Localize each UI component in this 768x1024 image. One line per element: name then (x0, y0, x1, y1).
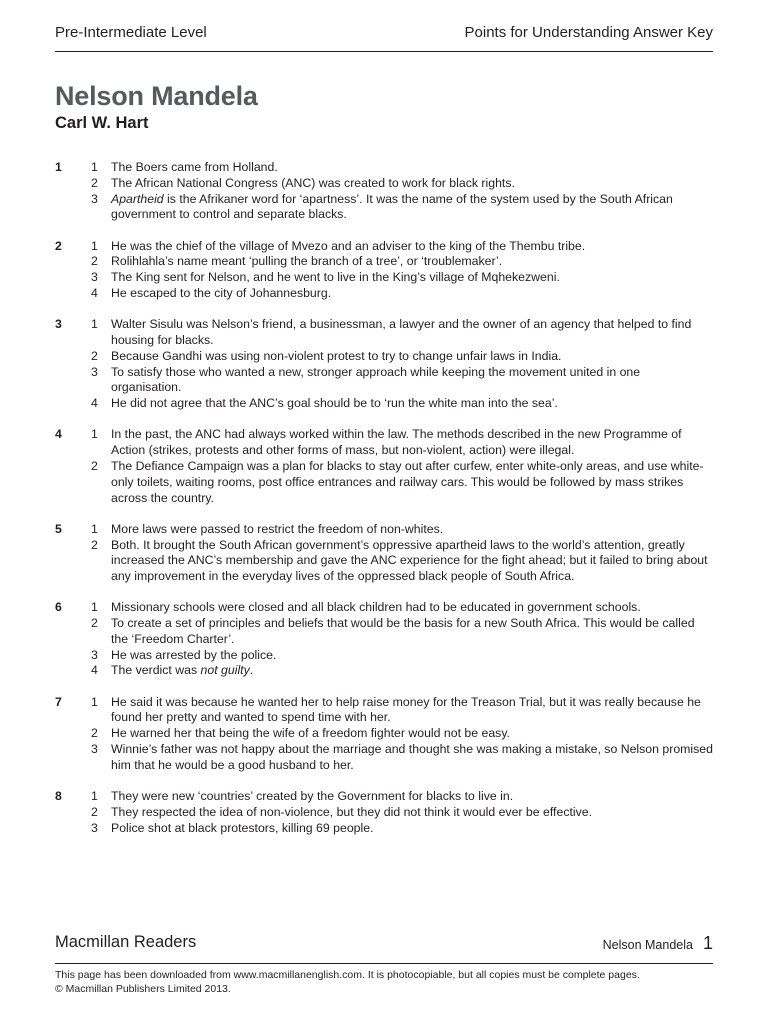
book-author: Carl W. Hart (55, 114, 149, 132)
answer-item (55, 349, 713, 365)
answer-text: He escaped to the city of Johannesburg. (111, 285, 332, 300)
answer-text: The Boers came from Holland. (111, 160, 278, 174)
question-number: 1 (91, 789, 98, 804)
footer-book-info (603, 933, 713, 954)
answer-item (55, 789, 713, 805)
question-number: 4 (91, 396, 98, 411)
answer-item (55, 270, 713, 286)
answer-text: Missionary schools were closed and all black children had to be educated in government schools. (111, 600, 641, 615)
page-header (55, 24, 713, 46)
answer-text: He said it was because he wanted her to help raise money for the Treason Trial, but it was really because he found her pretty and wanted to spend time with her. (111, 694, 701, 725)
question-number: 3 (91, 270, 98, 285)
question-number: 2 (91, 537, 98, 552)
question-number: 1 (91, 694, 98, 709)
answer-text: Both. It brought the South African government’s oppressive apartheid laws to the world’s attention, greatly increased the ANC’s membership and gave the ANC experience for the fight ahead; but it failed to bring about any improvement in the everyday lives of the oppressed black people of South Africa. (111, 537, 708, 584)
answer-text: The Defiance Campaign was a plan for blacks to stay out after curfew, enter white-only areas, and use white-only toilets, waiting rooms, post office entrances and railway cars. This would be followed by mass strikes across the country. (111, 458, 704, 505)
answer-text: Winnie’s father was not happy about the marriage and thought she was making a mistake, so Nelson promised him that he would be a good husband to her. (111, 742, 713, 772)
answer-item (55, 427, 713, 459)
answer-item (55, 538, 713, 585)
chapter-1 (55, 160, 713, 223)
answer-item (55, 459, 713, 506)
chapter-7 (55, 695, 713, 774)
chapter-3 (55, 317, 713, 412)
book-title: Nelson Mandela (55, 81, 258, 111)
answer-emphasis: Apartheid (111, 191, 164, 206)
answer-text: He was the chief of the village of Mvezo and an adviser to the king of the Thembu tribe. (111, 238, 586, 253)
answer-text: The King sent for Nelson, and he went to live in the King’s village of Mqhekezweni. (111, 270, 560, 285)
question-number: 1 (91, 160, 98, 174)
chapter-number: 5 (55, 521, 62, 536)
answer-text: To create a set of principles and beliefs that would be the basis for a new South Africa. This would be called the ‘Freedom Charter’. (111, 616, 695, 646)
question-number: 2 (91, 726, 98, 741)
chapter-number: 7 (55, 694, 62, 709)
answer-text: He was arrested by the police. (111, 647, 277, 662)
answer-text-tail: . (249, 663, 254, 678)
answer-text: is the Afrikaner word for ‘apartness’. It was the name of the system used by the South African government to control and separate blacks. (111, 191, 673, 222)
answer-text: The verdict was (111, 663, 201, 678)
answer-item (55, 254, 713, 270)
question-number: 1 (91, 600, 98, 615)
chapter-number: 1 (55, 160, 62, 174)
answer-text: Rolihlahla’s name meant ‘pulling the branch of a tree’, or ‘troublemaker’. (111, 254, 503, 269)
answer-text: They were new ‘countries’ created by the Government for blacks to live in. (111, 789, 514, 804)
answer-item (55, 726, 713, 742)
answer-item (55, 695, 713, 727)
title-block (55, 80, 258, 134)
chapter-number: 2 (55, 238, 62, 253)
series-name: Macmillan Readers (55, 933, 197, 951)
question-number: 2 (91, 175, 98, 190)
chapter-5 (55, 522, 713, 585)
answer-text: In the past, the ANC had always worked within the law. The methods described in the new Programme of Action (strikes, protests and other forms of mass, but non-violent, action) were illegal. (111, 427, 682, 458)
answer-text: They respected the idea of non-violence, but they did not think it would ever be effective. (111, 804, 593, 819)
answer-item (55, 286, 713, 302)
question-number: 2 (91, 458, 98, 473)
answer-item (55, 176, 713, 192)
chapter-4 (55, 427, 713, 506)
chapter-number: 8 (55, 789, 62, 804)
question-number: 3 (91, 742, 98, 757)
question-number: 2 (91, 348, 98, 363)
question-number: 4 (91, 663, 98, 678)
answer-item (55, 317, 713, 349)
answer-key-list (55, 160, 713, 852)
page-number: 1 (702, 933, 713, 953)
question-number: 1 (91, 521, 98, 536)
question-number: 3 (91, 191, 98, 206)
answer-text: He warned her that being the wife of a freedom fighter would not be easy. (111, 726, 510, 741)
answer-item (55, 522, 713, 538)
answer-item (55, 663, 713, 679)
answer-item (55, 805, 713, 821)
answer-item (55, 192, 713, 224)
chapter-2 (55, 239, 713, 302)
download-notice: This page has been downloaded from www.macmillanenglish.com. It is photocopiable, but all copies must be complete pages. (55, 969, 640, 981)
answer-item (55, 742, 713, 774)
answer-item (55, 648, 713, 664)
answer-item (55, 365, 713, 397)
answer-item (55, 821, 713, 837)
answer-item (55, 600, 713, 616)
header-divider (55, 51, 713, 52)
question-number: 2 (91, 616, 98, 631)
answer-item (55, 616, 713, 648)
footer-divider (55, 963, 713, 964)
question-number: 4 (91, 285, 98, 300)
level-label: Pre-Intermediate Level (55, 24, 207, 41)
answer-item (55, 160, 713, 176)
answer-text: Because Gandhi was using non-violent protest to try to change unfair laws in India. (111, 348, 562, 363)
copyright-notice (55, 968, 713, 996)
question-number: 1 (91, 238, 98, 253)
chapter-number: 3 (55, 317, 62, 332)
question-number: 3 (91, 820, 98, 835)
copyright-line: © Macmillan Publishers Limited 2013. (55, 983, 231, 995)
question-number: 3 (91, 364, 98, 379)
answer-text: The African National Congress (ANC) was created to work for black rights. (111, 175, 515, 190)
answer-text: Police shot at black protestors, killing 69 people. (111, 820, 374, 835)
chapter-8 (55, 789, 713, 836)
answer-text: Walter Sisulu was Nelson’s friend, a businessman, a lawyer and the owner of an agency that helped to find housing for blacks. (111, 317, 692, 347)
question-number: 2 (91, 254, 98, 269)
question-number: 1 (91, 317, 98, 332)
answer-item (55, 396, 713, 412)
answer-text: More laws were passed to restrict the freedom of non-whites. (111, 521, 444, 536)
document-type-label: Points for Understanding Answer Key (464, 24, 713, 41)
question-number: 3 (91, 647, 98, 662)
answer-emphasis: not guilty (200, 663, 250, 678)
chapter-number: 6 (55, 600, 62, 615)
answer-text: He did not agree that the ANC’s goal should be to ‘run the white man into the sea’. (111, 396, 558, 411)
question-number: 2 (91, 804, 98, 819)
answer-item (55, 239, 713, 255)
answer-text: To satisfy those who wanted a new, stronger approach while keeping the movement united in one organisation. (111, 364, 641, 395)
chapter-number: 4 (55, 427, 62, 442)
question-number: 1 (91, 427, 98, 442)
footer-book-title: Nelson Mandela (602, 938, 693, 952)
chapter-6 (55, 600, 713, 679)
